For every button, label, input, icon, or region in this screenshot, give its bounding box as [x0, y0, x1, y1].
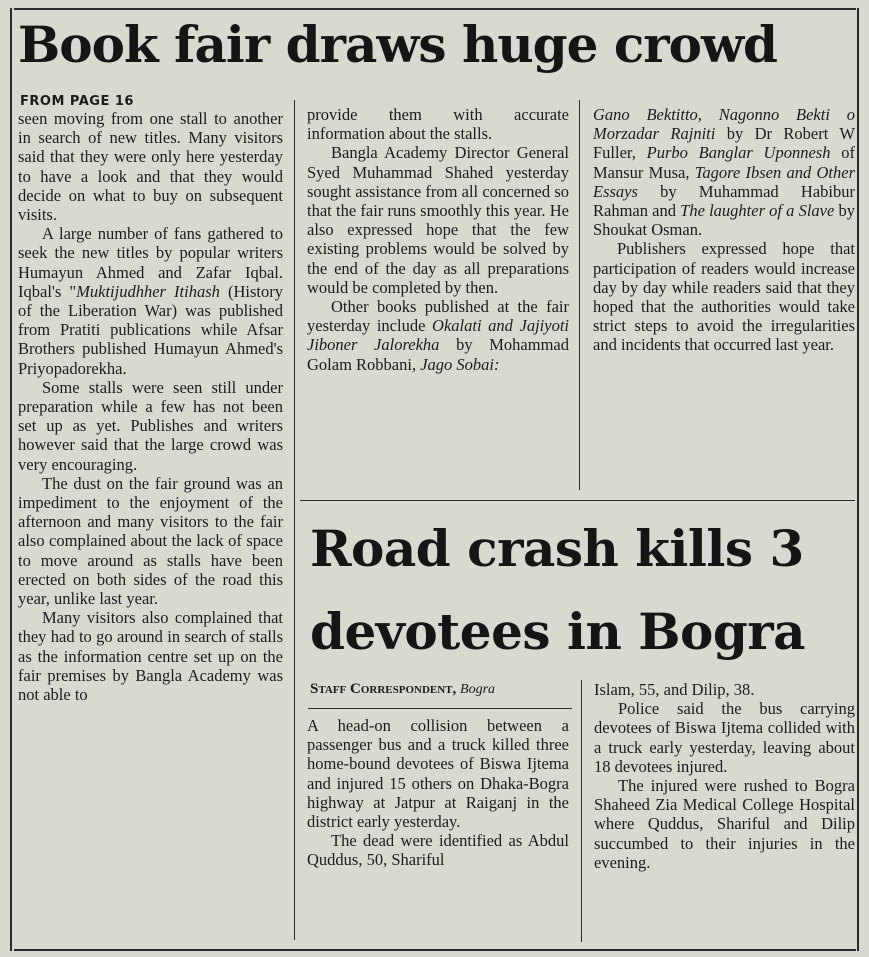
paragraph: Many visitors also complained that they had to go around in search of stalls as the information centre set up on the fair premises by Bangla Academy was not able to	[18, 608, 283, 705]
top-rule	[14, 8, 856, 10]
paragraph: seen moving from one stall to another in search of new titles. Many visitors said that they were only here yesterday to have a look and that they would decide on what to buy on subsequent visits.	[18, 109, 283, 225]
byline-rule	[308, 708, 572, 709]
bottom-rule	[14, 949, 856, 951]
story2-column-2	[594, 680, 855, 872]
column-rule	[294, 100, 295, 940]
paragraph: provide them with accurate information about the stalls.	[307, 105, 569, 144]
paragraph: Gano Bektitto, Nagonno Bekti o Morzadar Rajniti by Dr Robert W Fuller, Purbo Banglar Uponnesh of Mansur Musa, Tagore Ibsen and Other Essays by Muhammad Habibur Rahman and The laughter of a Slave by Shoukat Osman.	[593, 105, 856, 240]
paragraph: The injured were rushed to Bogra Shaheed Zia Medical College Hospital where Quddus, Shariful and Dilip succumbed to their injuries in the evening.	[594, 776, 855, 872]
paragraph: Other books published at the fair yesterday include Okalati and Jajiyoti Jiboner Jalorekha by Mohammad Golam Robbani, Jago Sobai:	[307, 297, 569, 374]
story2-headline-line1: Road crash kills 3	[310, 519, 804, 578]
paragraph: Publishers expressed hope that participation of readers would increase day by day while readers said that they hoped that the authorities would take strict steps to avoid the irregularities and incidents that occurred last year.	[593, 239, 855, 355]
paragraph: The dead were identified as Abdul Quddus, 50, Shariful	[307, 831, 569, 870]
paragraph: Some stalls were seen still under preparation while a few has not been set up as yet. Publishes and writers however said that the large crowd was very encouraging.	[18, 377, 283, 474]
paragraph: Bangla Academy Director General Syed Muhammad Shahed yesterday sought assistance from all concerned so that the fair runs smoothly this year. He also expressed hope that the few existing problems would be solved by the end of the day as all preparations would be completed by then.	[307, 143, 569, 297]
story-separator-rule	[300, 500, 855, 501]
column-rule	[579, 100, 580, 490]
right-border-rule	[857, 8, 859, 951]
story1-column-2	[307, 105, 569, 374]
paragraph: Police said the bus carrying devotees of Biswa Ijtema collided with a truck early yesterday, leaving about 18 devotees injured.	[594, 699, 855, 776]
story1-column-3	[593, 105, 855, 355]
story2-headline-line2: devotees in Bogra	[310, 602, 806, 661]
paragraph: A head-on collision between a passenger bus and a truck killed three home-bound devotees of Biswa Ijtema and injured 15 others on Dhaka-Bogra highway at Jatpur at Raiganj in the district early yesterday.	[307, 716, 569, 832]
paragraph: A large number of fans gathered to seek the new titles by popular writers Humayun Ahmed and Zafar Iqbal. Iqbal's "Muktijudhher Itihash (History of the Liberation War) was published from Pratiti publications while Afsar Brothers published Humayun Ahmed's Priyopadorekha.	[18, 224, 283, 378]
left-border-rule	[10, 8, 12, 951]
paragraph: Islam, 55, and Dilip, 38.	[594, 680, 755, 699]
story1-headline: Book fair draws huge crowd	[18, 15, 777, 74]
story1-column-1	[18, 109, 283, 704]
story1-kicker: FROM PAGE 16	[20, 94, 134, 109]
story2-column-1	[307, 716, 569, 870]
paragraph: The dust on the fair ground was an impediment to the enjoyment of the afternoon and many visitors to the fair also complained about the lack of space to move around as stalls have been erected on both sides of the road this year, unlike last year.	[18, 473, 283, 609]
story2-byline: Staff Correspondent, Bogra	[310, 681, 496, 697]
column-rule	[581, 680, 582, 942]
